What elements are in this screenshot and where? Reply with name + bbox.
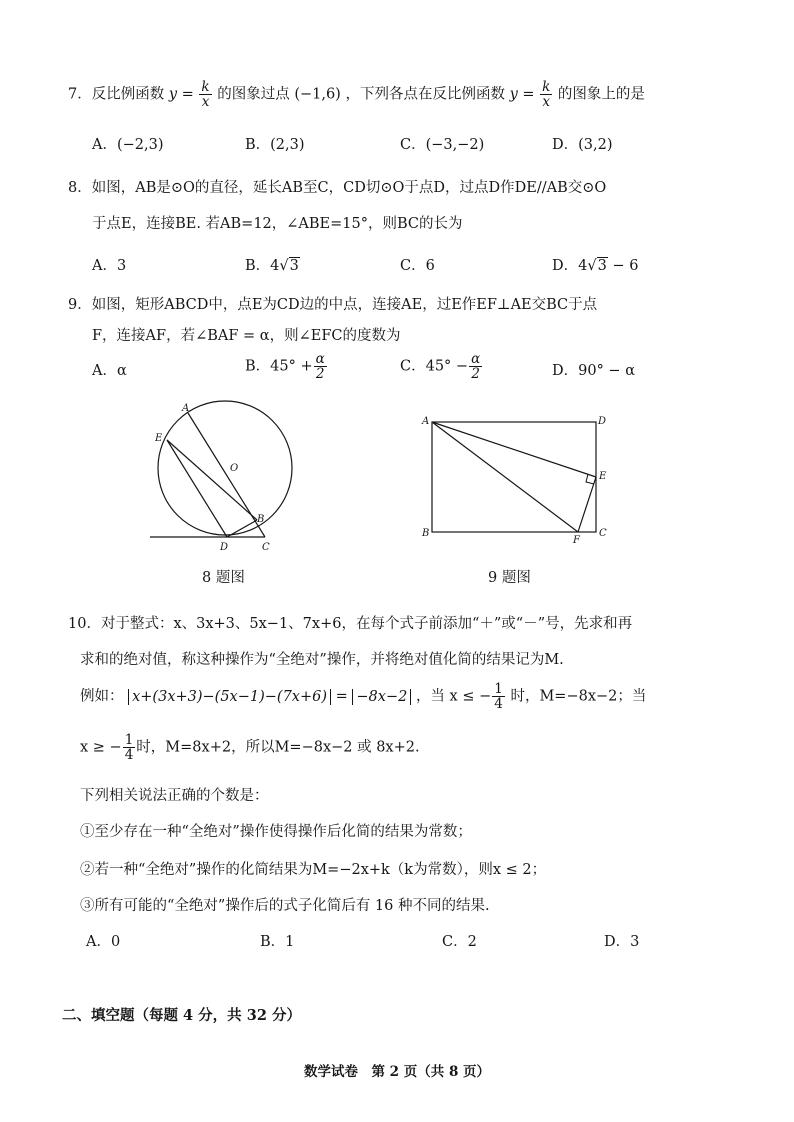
- fig8-label-d: D: [220, 542, 229, 553]
- q7-func-fraction: $\frac{k}{x}$: [201, 79, 210, 111]
- fig9-label-c: C: [599, 528, 607, 539]
- q9-line2: F，连接AF，若∠BAF = α，则∠EFC的度数为: [92, 328, 401, 344]
- q10-line2: 求和的绝对值，称这种操作为“全绝对”操作，并将绝对值化简的结果记为M.: [80, 652, 564, 668]
- q10-abs-expr: x+(3x+3)−(5x−1)−(7x+6): [128, 689, 331, 705]
- q10-frac-1: $\frac{1}{4}$: [494, 681, 503, 713]
- fig8-label-o: O: [230, 463, 239, 474]
- q7-stem: 7．反比例函数 y = $\frac{k}{x}$ 的图象过点 (−1,6) ，下列各点在反比例函数 y = $\frac{k}{x}$ 的图象上的是: [68, 79, 645, 111]
- segment-ed: [167, 440, 227, 537]
- segment-ef: [578, 477, 596, 532]
- q7-option-a[interactable]: A．(−2,3): [92, 137, 164, 153]
- circle-o: [158, 401, 292, 535]
- q10-line4: x ≥ − $\frac{1}{4}$ 时，M=8x+2，所以M=−8x−2 或 8x+2.: [80, 732, 420, 764]
- q10-statement-2: ②若一种“全绝对”操作的化简结果为M=−2x+k（k为常数），则x ≤ 2；: [80, 862, 547, 878]
- q8-options: [0, 254, 794, 280]
- fig9-label-f: F: [573, 535, 580, 546]
- q9-option-d[interactable]: D．90° − α: [552, 363, 635, 379]
- q10-option-c[interactable]: C．2: [442, 934, 477, 950]
- q8-option-c[interactable]: C．6: [400, 258, 435, 274]
- fig8-caption: 8 题图: [202, 570, 245, 586]
- q10-line5: 下列相关说法正确的个数是：: [80, 788, 269, 804]
- section-2-heading: 二、填空题（每题 4 分，共 32 分）: [62, 1007, 301, 1024]
- q10-example: 例如： x+(3x+3)−(5x−1)−(7x+6) = −8x−2 ，当 x ≤ − $\frac{1}{4}$ 时，M=−8x−2；当: [80, 681, 647, 713]
- q9-option-a[interactable]: A．α: [92, 363, 127, 379]
- fig9-caption: 9 题图: [488, 570, 531, 586]
- q9-options: [0, 352, 794, 392]
- q7-func-fraction-2: $\frac{k}{x}$: [542, 79, 551, 111]
- q8-option-d[interactable]: D．4√3 − 6: [552, 258, 639, 274]
- q10-statement-1: ①至少存在一种“全绝对”操作使得操作后化简的结果为常数；: [80, 824, 472, 840]
- q10-abs-result: −8x−2: [352, 689, 411, 705]
- q10-line1: 10．对于整式：x、3x+3、5x−1、7x+6，在每个式子前添加“＋”或“－”号，先求和再: [68, 616, 633, 632]
- q9-line1: 9．如图，矩形ABCD中，点E为CD边的中点，连接AE，过E作EF⊥AE交BC于点: [68, 297, 598, 313]
- q8-line1: 8．如图，AB是⊙O的直径，延长AB至C，CD切⊙O于点D，过点D作DE//AB交⊙O: [68, 180, 607, 196]
- page-footer: 数学试卷 第 2 页（共 8 页）: [303, 1064, 491, 1080]
- fig9-label-b: B: [422, 528, 430, 539]
- q7-option-d[interactable]: D．(3,2): [552, 137, 613, 153]
- q10-options: [0, 930, 794, 956]
- fig8-label-b: B: [257, 514, 265, 525]
- q10-option-b[interactable]: B．1: [260, 934, 295, 950]
- q10-statement-3: ③所有可能的“全绝对”操作后的式子化简后有 16 种不同的结果.: [80, 898, 490, 914]
- fig8-label-a: A: [182, 403, 190, 414]
- fig9-label-d: D: [598, 416, 607, 427]
- fig8-label-e: E: [155, 433, 163, 444]
- q7-options: [0, 133, 794, 159]
- q10-frac-2: $\frac{1}{4}$: [124, 732, 134, 764]
- q8-option-a[interactable]: A．3: [92, 258, 127, 274]
- q10-option-d[interactable]: D．3: [604, 934, 640, 950]
- q10-option-a[interactable]: A．0: [86, 934, 121, 950]
- q7-option-b[interactable]: B．(2,3): [245, 137, 305, 153]
- q9-option-c[interactable]: C．45° − $\frac{\alpha}{2}$: [400, 351, 481, 383]
- segment-ae: [432, 422, 596, 477]
- figure-8: [140, 400, 310, 560]
- q7-option-c[interactable]: C．(−3,−2): [400, 137, 485, 153]
- segment-af: [432, 422, 578, 532]
- q8-option-b[interactable]: B．4√3: [245, 258, 299, 274]
- q7-point: (−1,6): [294, 86, 341, 103]
- fig9-label-e: E: [599, 471, 607, 482]
- figure-9: [418, 410, 613, 546]
- rectangle-abcd: [432, 422, 596, 532]
- q8-line2: 于点E，连接BE. 若AB=12，∠ABE=15°，则BC的长为: [92, 216, 463, 232]
- q9-option-b[interactable]: B．45° + $\frac{\alpha}{2}$: [245, 351, 325, 383]
- q7-func-lhs: y =: [168, 86, 194, 103]
- fig9-label-a: A: [422, 416, 430, 427]
- fig8-label-c: C: [262, 542, 270, 553]
- segment-ac: [188, 413, 265, 537]
